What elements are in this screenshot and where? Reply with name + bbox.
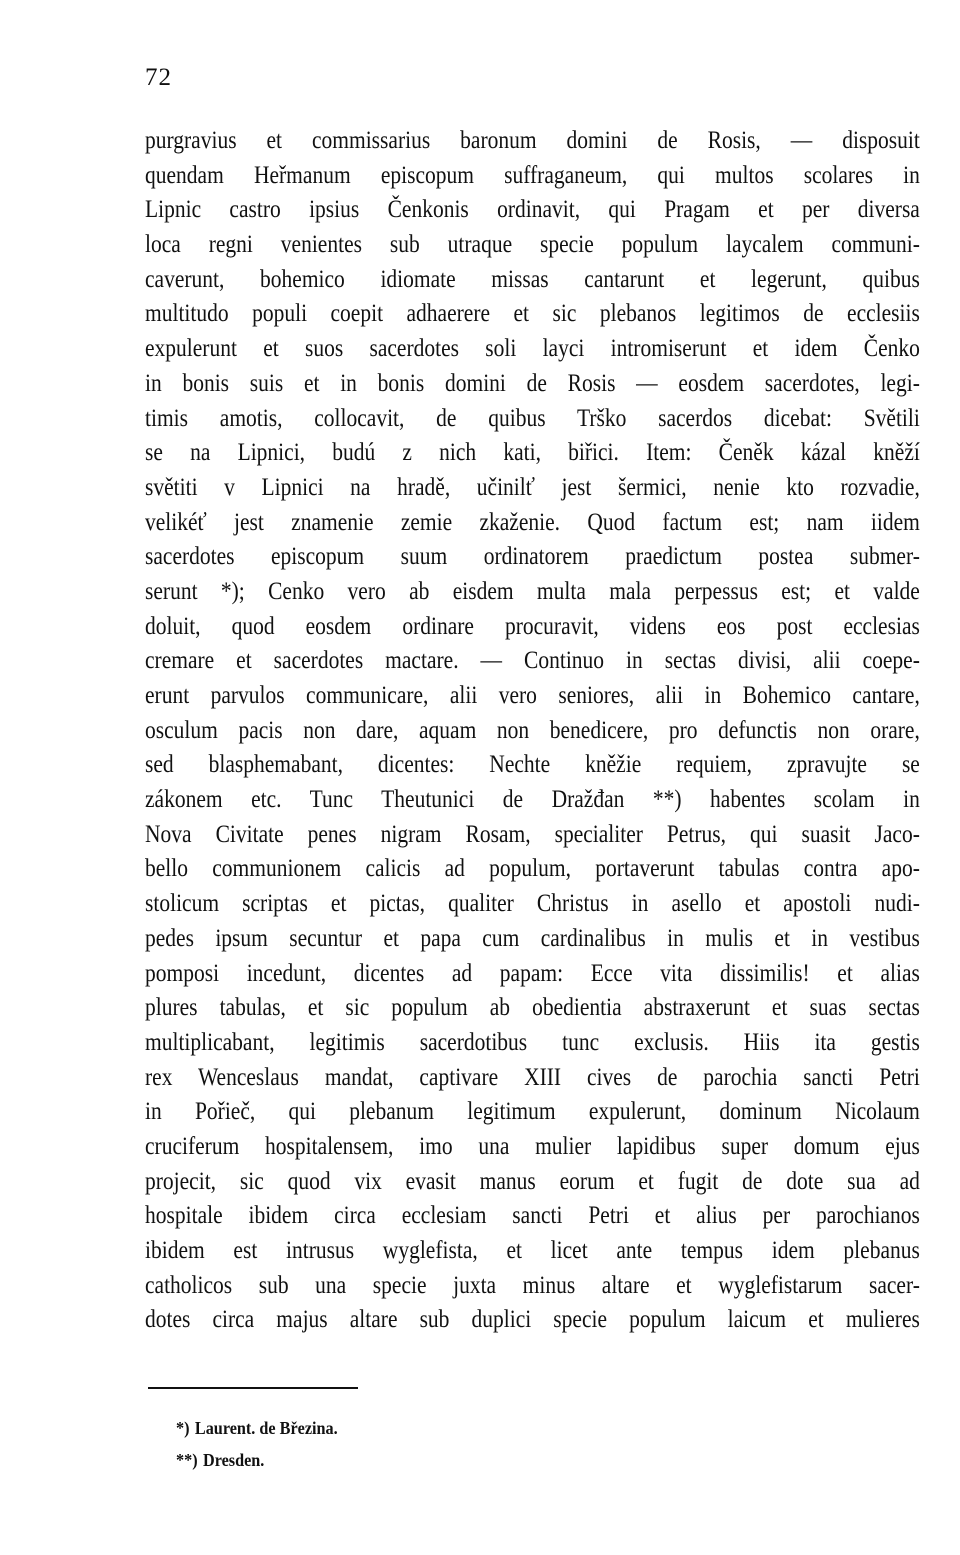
text-line: catholicos sub una specie juxta minus altare et wyglefistarum sacer- [145, 1271, 920, 1299]
footnote-divider [148, 1387, 358, 1389]
text-line: multitudo populi coepit adhaerere et sic plebanos legitimos de ecclesiis [145, 300, 920, 328]
text-line: hospitale ibidem circa ecclesiam sancti Petri et alius per parochianos [145, 1202, 920, 1230]
text-line: erunt parvulos communicare, alii vero seniores, alii in Bohemico cantare, [145, 682, 920, 709]
text-line: cruciferum hospitalensem, imo una mulier lapidibus super domum ejus [145, 1132, 920, 1160]
text-line: rex Wenceslaus mandat, captivare XIII cives de parochia sancti Petri [145, 1063, 920, 1091]
body-text [145, 124, 920, 1338]
text-line: multiplicabant, legitimis sacerdotibus tunc exclusis. Hiis ita gestis [145, 1028, 920, 1056]
text-line: osculum pacis non dare, aquam non benedicere, pro defunctis non orare, [145, 716, 920, 744]
text-line: cremare et sacerdotes mactare. — Continuo in sectas divisi, alii coepe- [145, 647, 920, 675]
text-line: projecit, sic quod vix evasit manus eorum et fugit de dote sua ad [145, 1167, 920, 1195]
text-line: ibidem est intrusus wyglefista, et licet ante tempus idem plebanus [145, 1237, 920, 1264]
text-line: sacerdotes episcopum suum ordinatorem praedictum postea submer- [145, 543, 920, 571]
text-line: plures tabulas, et sic populum ab obedientia abstraxerunt et suas sectas [145, 994, 920, 1022]
text-line: pomposi incedunt, dicentes ad papam: Ecce vita dissimilis! et alias [145, 959, 920, 987]
text-line: doluit, quod eosdem ordinare procuravit, videns eos post ecclesias [145, 612, 920, 640]
text-line: světiti v Lipnici na hradě, učinilť jest šermici, nenie kto rozvadie, [145, 473, 920, 501]
text-line: in bonis suis et in bonis domini de Rosis — eosdem sacerdotes, legi- [145, 369, 920, 397]
text-line: caverunt, bohemico idiomate missas cantarunt et legerunt, quibus [145, 265, 920, 293]
text-line: timis amotis, collocavit, de quibus Trško sacerdos dicebat: Světili [145, 404, 920, 432]
footnote-mark: *) [176, 1418, 190, 1438]
footnotes [176, 1412, 356, 1476]
text-line: pedes ipsum secuntur et papa cum cardinalibus in mulis et in vestibus [145, 924, 920, 952]
text-line: velikéť jest znamenie zemie zkaženie. Quod factum est; nam iidem [145, 508, 920, 536]
text-line: serunt *); Cenko vero ab eisdem multa mala perpessus est; et valde [145, 577, 920, 605]
text-line: in Pořieč, qui plebanum legitimum expulerunt, dominum Nicolaum [145, 1098, 920, 1126]
text-line: se na Lipnici, budú z nich kati, biřici. Item: Čeněk kázal kněží [145, 439, 920, 467]
footnote [176, 1444, 338, 1476]
page-number: 72 [145, 64, 172, 91]
footnote-mark: **) [176, 1450, 198, 1470]
footnote-text: Dresden. [203, 1450, 265, 1470]
text-line: Nova Civitate penes nigram Rosam, specialiter Petrus, qui suasit Jaco- [145, 820, 920, 848]
text-line: sed blasphemabant, dicentes: Nechte kněžie requiem, zpravujte se [145, 751, 920, 779]
text-line: zákonem etc. Tunc Theutunici de Dražđan **) habentes scolam in [145, 786, 920, 814]
text-line: quendam Heřmanum episcopum suffraganeum, qui multos scolares in [145, 161, 920, 189]
text-line: purgravius et commissarius baronum domini de Rosis, — disposuit [145, 127, 920, 154]
footnote [176, 1412, 338, 1444]
text-line: loca regni venientes sub utraque specie populum laycalem communi- [145, 231, 920, 259]
text-line: dotes circa majus altare sub duplici specie populum laicum et mulieres [145, 1306, 920, 1334]
text-line: bello communionem calicis ad populum, portaverunt tabulas contra apo- [145, 855, 920, 883]
text-line: Lipnic castro ipsius Čenkonis ordinavit, qui Pragam et per diversa [145, 196, 920, 224]
text-line: stolicum scriptas et pictas, qualiter Christus in asello et apostoli nudi- [145, 890, 920, 918]
text-line: expulerunt et suos sacerdotes soli layci intromiserunt et idem Čenko [145, 335, 920, 363]
footnote-text: Laurent. de Březina. [194, 1418, 338, 1438]
